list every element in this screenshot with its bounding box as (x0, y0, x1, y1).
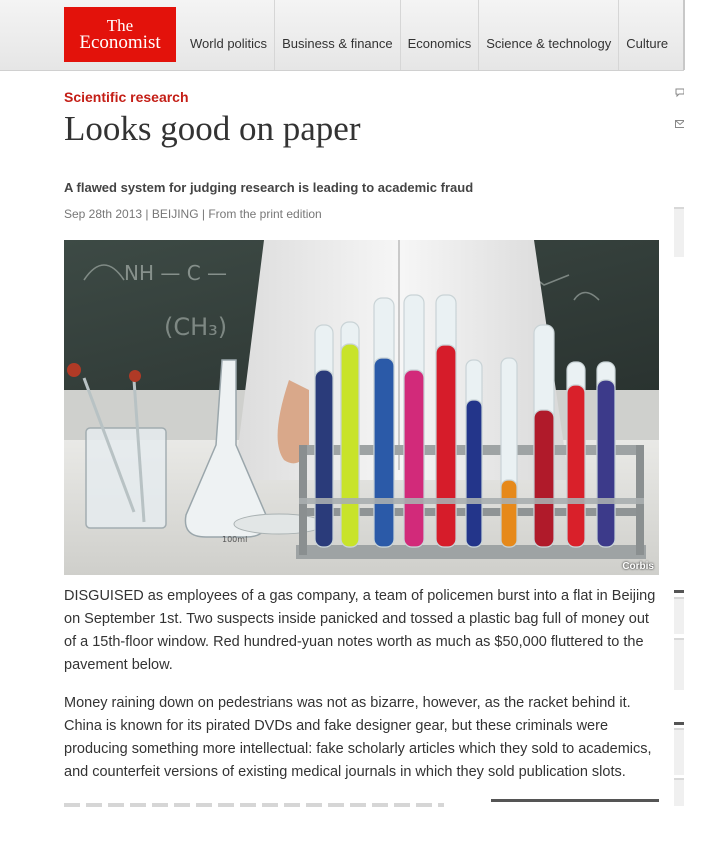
flask-volume-label: 100ml (222, 535, 248, 544)
logo-line-2: Economist (79, 32, 161, 53)
envelope-icon[interactable] (675, 119, 684, 129)
logo-line-1: The (106, 16, 134, 35)
nav-science-technology[interactable]: Science & technology (479, 0, 619, 70)
chalkboard-formula-2: (CH₃) (164, 313, 228, 341)
side-panel-box (674, 728, 684, 775)
article-headline: Looks good on paper (64, 109, 361, 148)
economist-logo[interactable] (64, 7, 176, 62)
side-panel-box (674, 638, 684, 690)
hero-image (64, 240, 659, 575)
chalkboard-formula-1: NH — C — (124, 261, 228, 285)
nav-business-finance[interactable]: Business & finance (275, 0, 401, 70)
nav-culture[interactable]: Culture (626, 36, 669, 51)
article-dateline: Sep 28th 2013 | BEIJING | From the print edition (64, 207, 322, 221)
nav-edge-divider (683, 0, 685, 70)
speech-bubble-icon[interactable] (675, 88, 684, 98)
test-tubes-illustration (64, 240, 659, 575)
nav-world-politics[interactable]: World politics (183, 0, 275, 70)
side-divider (674, 590, 684, 593)
side-panel-box (674, 597, 684, 634)
article-paragraph: DISGUISED as employees of a gas company, a team of policemen burst into a flat in Beijing on September 1st. Two suspects inside panicked and tossed a plastic bag full of money out of a 15th-floor window. Red hundred-yuan notes worth as much as $50,000 fluttered to the pavement below. (64, 588, 656, 673)
top-navigation-bar (0, 0, 684, 71)
image-credit: Corbis (622, 561, 654, 572)
bottom-divider (491, 799, 659, 802)
side-panel-box (674, 778, 684, 806)
article-body (64, 585, 660, 799)
nav-economics[interactable]: Economics (401, 0, 480, 70)
side-panel-tab[interactable] (674, 207, 684, 257)
article-rubric: A flawed system for judging research is leading to academic fraud (64, 180, 474, 195)
faded-text-line (64, 803, 444, 807)
section-label[interactable]: Scientific research (64, 89, 189, 105)
side-divider (674, 722, 684, 725)
article-paragraph: Money raining down on pedestrians was not as bizarre, however, as the racket behind it. China is known for its pirated DVDs and fake designer gear, but these criminals were producing something more intellectual: fake scholarly articles which they sold to academics, and counterfeit versions of existing medical journals in which they sold publication slots. (64, 695, 652, 780)
main-nav (183, 0, 675, 70)
